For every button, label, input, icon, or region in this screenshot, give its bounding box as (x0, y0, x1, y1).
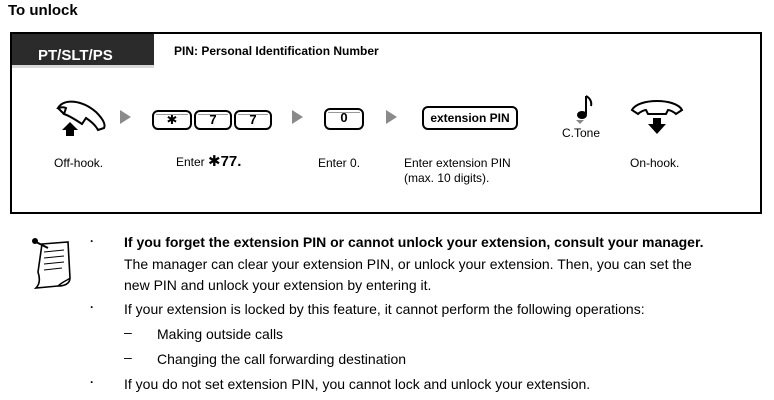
caption-enter-code (176, 154, 241, 170)
caption-enter-prefix: Enter (176, 155, 209, 169)
bullet-1: · (90, 234, 94, 248)
caption-enter-pin-line2: (max. 10 digits). (404, 171, 490, 185)
caption-on-hook: On-hook. (630, 156, 680, 170)
step-arrow-1 (120, 110, 131, 124)
seven-key-2: 7 (234, 110, 272, 130)
procedure-box (10, 32, 762, 214)
device-tab-underline (12, 65, 154, 68)
caption-enter-pin (404, 156, 511, 186)
bullet-2: · (90, 300, 94, 314)
zero-key: 0 (324, 108, 364, 130)
extension-pin-key: extension PIN (422, 106, 518, 130)
tone-label: C.Tone (562, 126, 601, 140)
note-2-sub1: Making outside calls (157, 326, 284, 342)
caption-code: ✱77. (208, 153, 242, 170)
device-label: PT/SLT/PS (38, 47, 113, 64)
device-tab (12, 34, 154, 68)
on-hook-icon (628, 96, 686, 136)
seven-key-1: 7 (194, 110, 232, 130)
caption-off-hook: Off-hook. (54, 156, 104, 170)
confirmation-tone-icon (574, 94, 596, 124)
step-arrow-2 (292, 110, 303, 124)
caption-enter-zero: Enter 0. (318, 156, 361, 170)
note-3: If you do not set extension PIN, you cannot lock and unlock your extension. (124, 376, 591, 392)
note-2-sub2: Changing the call forwarding destination (157, 351, 407, 367)
step-arrow-3 (386, 110, 397, 124)
dash-1: – (124, 324, 132, 340)
note-icon (28, 238, 78, 290)
bullet-3: · (90, 375, 94, 389)
section-heading: To unlock (8, 2, 78, 19)
note-1-line3: new PIN and unlock your extension by entering it. (124, 277, 432, 293)
caption-enter-pin-line1: Enter extension PIN (404, 156, 511, 170)
dash-2: – (124, 349, 132, 365)
note-1-line2: The manager can clear your extension PIN, or unlock your extension. Then, you can set the (124, 256, 692, 272)
note-2: If your extension is locked by this feature, it cannot perform the following operations: (124, 301, 645, 317)
star-key: ✱ (152, 110, 192, 130)
note-1-bold: If you forget the extension PIN or cannot unlock your extension, consult your manager. (124, 234, 704, 250)
pin-definition: PIN: Personal Identification Number (174, 44, 379, 58)
off-hook-icon (52, 94, 112, 136)
